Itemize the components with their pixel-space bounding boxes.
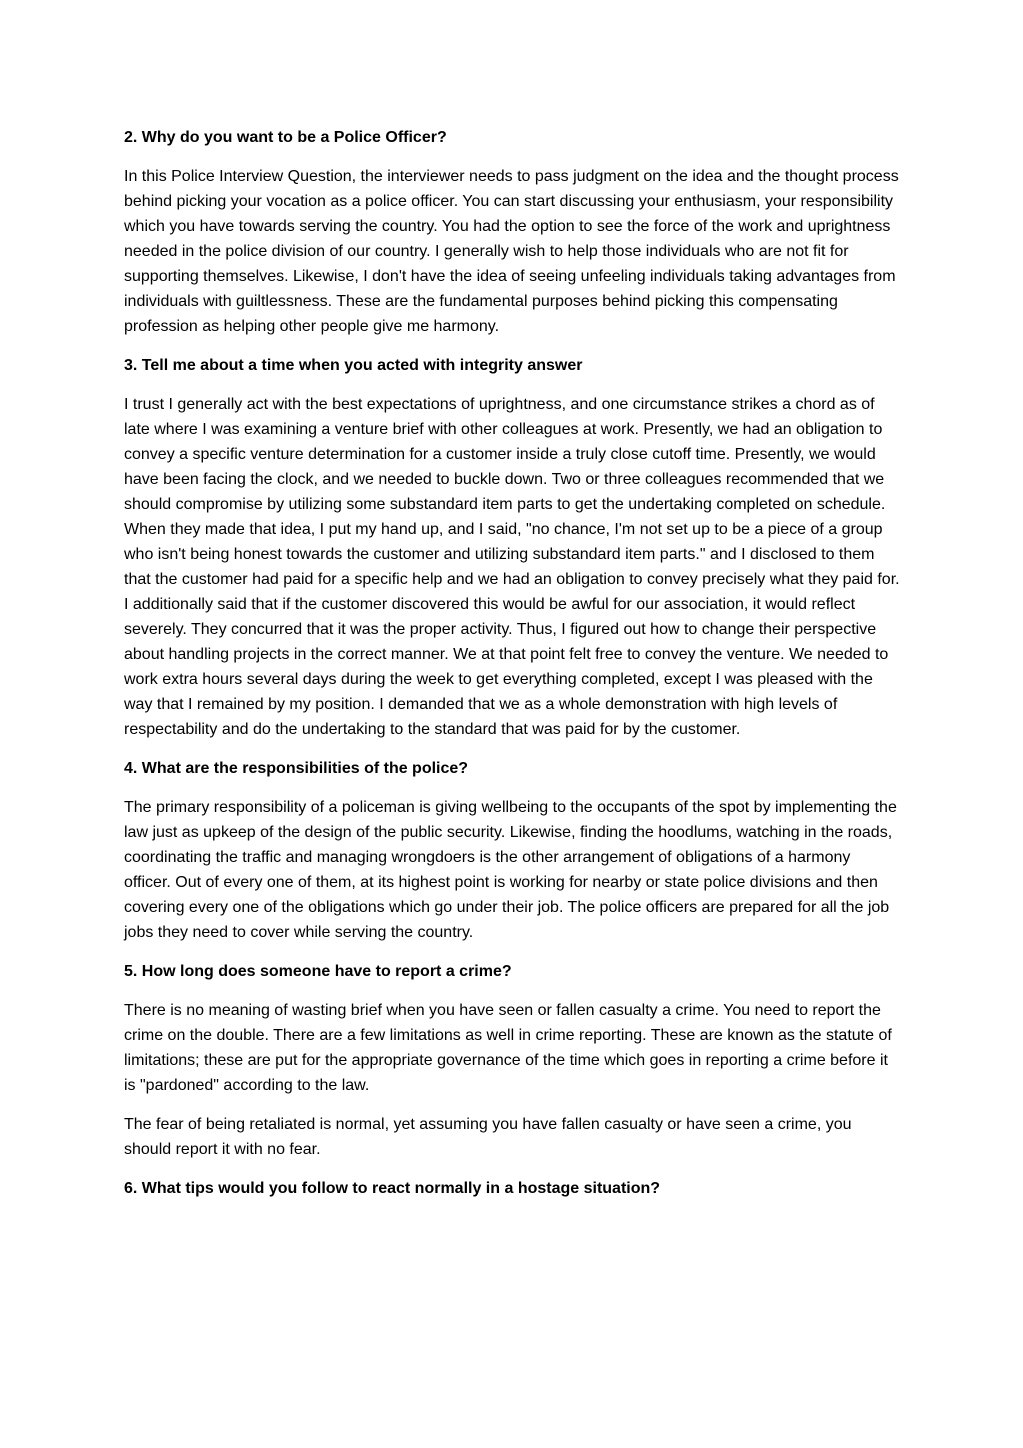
section-q5 xyxy=(124,959,900,1162)
section-paragraph: In this Police Interview Question, the interviewer needs to pass judgment on the idea and the thought process behind picking your vocation as a police officer. You can start discussing your enthusiasm, your responsibility which you have towards serving the country. You had the option to see the force of the work and uprightness needed in the police division of our country. I generally wish to help those individuals who are not fit for supporting themselves. Likewise, I don't have the idea of seeing unfeeling individuals taking advantages from individuals with guiltlessness. These are the fundamental purposes behind picking this compensating profession as helping other people give me harmony. xyxy=(124,168,899,335)
section-heading: 4. What are the responsibilities of the police? xyxy=(124,760,469,777)
section-paragraph: I trust I generally act with the best expectations of uprightness, and one circumstance strikes a chord as of late where I was examining a venture brief with other colleagues at work. Presently, we had an obligation to convey a specific venture determination for a customer inside a truly close cutoff time. Presently, we would have been facing the clock, and we needed to buckle down. Two or three colleagues recommended that we should compromise by utilizing some substandard item parts to get the undertaking completed on schedule. When they made that idea, I put my hand up, and I said, "no chance, I'm not set up to be a piece of a group who isn't being honest towards the customer and utilizing substandard item parts." and I disclosed to them that the customer had paid for a specific help and we had an obligation to convey precisely what they paid for. I additionally said that if the customer discovered this would be awful for our association, it would reflect severely. They concurred that it was the proper activity. Thus, I figured out how to change their perspective about handling projects in the correct manner. We at that point felt free to convey the venture. We needed to work extra hours several days during the week to get everything completed, except I was pleased with the way that I remained by my position. I demanded that we as a whole demonstration with high levels of respectability and do the undertaking to the standard that was paid for by the customer. xyxy=(124,396,900,738)
section-q4 xyxy=(124,756,900,945)
section-q6 xyxy=(124,1176,900,1201)
section-heading: 2. Why do you want to be a Police Officer? xyxy=(124,129,447,146)
section-q2 xyxy=(124,125,900,339)
section-heading: 6. What tips would you follow to react normally in a hostage situation? xyxy=(124,1180,661,1197)
section-heading: 5. How long does someone have to report a crime? xyxy=(124,963,512,980)
section-paragraph: The fear of being retaliated is normal, yet assuming you have fallen casualty or have seen a crime, you should report it with no fear. xyxy=(124,1116,852,1158)
section-paragraph: The primary responsibility of a policeman is giving wellbeing to the occupants of the spot by implementing the law just as upkeep of the design of the public security. Likewise, finding the hoodlums, watching in the roads, coordinating the traffic and managing wrongdoers is the other arrangement of obligations of a harmony officer. Out of every one of them, at its highest point is working for nearby or state police divisions and then covering every one of the obligations which go under their job. The police officers are prepared for all the job jobs they need to cover while serving the country. xyxy=(124,799,897,941)
section-paragraph: There is no meaning of wasting brief when you have seen or fallen casualty a crime. You need to report the crime on the double. There are a few limitations as well in crime reporting. These are known as the statute of limitations; these are put for the appropriate governance of the time which goes in reporting a crime before it is "pardoned" according to the law. xyxy=(124,1002,892,1094)
document-page xyxy=(124,125,900,1215)
section-heading: 3. Tell me about a time when you acted with integrity answer xyxy=(124,357,583,374)
section-q3 xyxy=(124,353,900,742)
